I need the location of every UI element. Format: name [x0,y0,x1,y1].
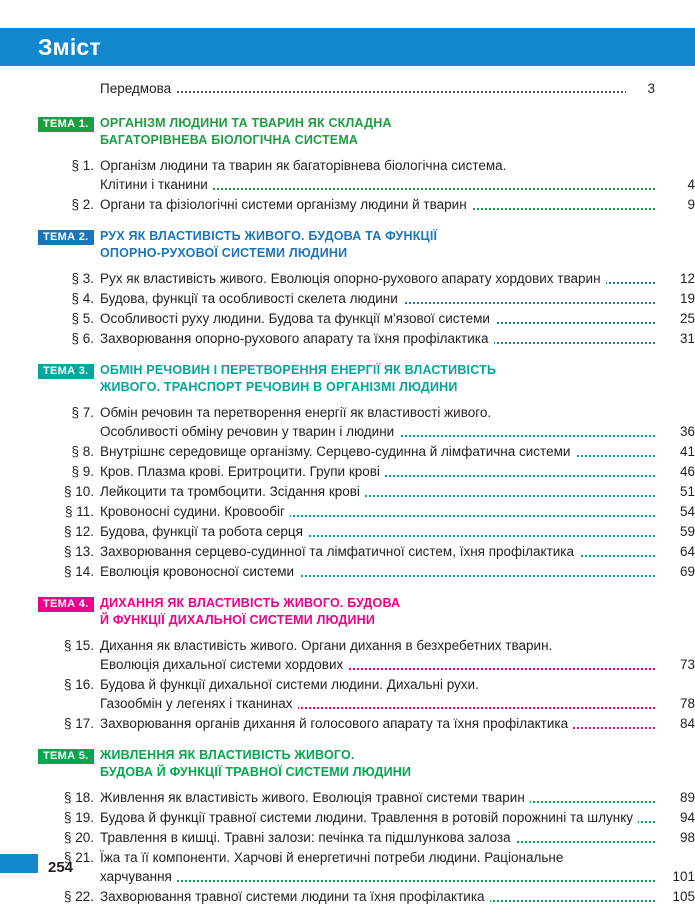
toc-entry-line [100,482,695,501]
toc-entry-lines [100,269,695,288]
toc-entry-line [100,887,695,906]
theme-title [100,362,695,396]
toc-entry-text: Лейкоцити та тромбоцити. Зсідання крові [100,484,365,499]
toc-entry-text: Еволюція кровоносної системи [100,564,299,579]
toc-entry-lines [100,482,695,501]
toc-entry-lines [100,195,695,214]
toc-entry-page-number: 41 [659,442,695,461]
toc-entry-lines [100,462,695,481]
toc-entry-line [100,195,695,214]
theme-header [0,362,695,396]
preface-page-number: 3 [626,81,655,96]
toc-entry-line [100,562,695,581]
toc-entry-page-number: 54 [659,502,695,521]
theme-title-line: ЖИВЛЕННЯ ЯК ВЛАСТИВІСТЬ ЖИВОГО. [100,748,355,762]
toc-entry-number: § 7. [71,405,94,420]
theme-entries [0,156,695,214]
toc-entry-text: Будова, функції та робота серця [100,524,308,539]
theme-title [100,228,695,262]
toc-entry-text: Захворювання органів дихання й голосового апарату та їхня профілактика [100,716,573,731]
theme-title-line: ДИХАННЯ ЯК ВЛАСТИВІСТЬ ЖИВОГО. БУДОВА [100,596,401,610]
toc-entry-line [100,175,695,194]
theme-title-line: ОПОРНО-РУХОВОЇ СИСТЕМИ ЛЮДИНИ [100,246,348,260]
footer-bar [0,854,38,873]
theme-entries [0,269,695,348]
toc-entry-lines [100,442,695,461]
toc-entry-page-number: 12 [659,269,695,288]
toc-entry[interactable] [0,502,695,521]
toc-entry-number: § 4. [71,291,94,306]
theme-badge: ТЕМА 1. [38,117,94,132]
toc-entry-text: Захворювання опорно-рухового апарату та їхня профілактика [100,331,494,346]
toc-entry[interactable] [0,442,695,461]
toc-entry-text: Їжа та її компоненти. Харчові й енергетичні потреби людини. Раціональне [100,850,568,865]
toc-entry[interactable] [0,309,695,328]
toc-entry-number: § 20. [63,830,94,845]
theme-header [0,595,695,629]
toc-entry-preface[interactable] [0,78,695,102]
toc-entry-line [100,655,695,674]
toc-entry-line [100,462,695,481]
toc-entry-number: § 21. [63,850,94,865]
theme-title-line: БУДОВА Й ФУНКЦІЇ ТРАВНОЇ СИСТЕМИ ЛЮДИНИ [100,765,412,779]
theme-badge: ТЕМА 3. [38,364,94,379]
toc-entry-lines [100,848,695,886]
toc-entry-text: Кровоносні судини. Кровообіг [100,504,290,519]
toc-entry-number: § 1. [71,158,94,173]
preface-label: Передмова [100,81,177,96]
toc-entry-lines [100,562,695,581]
toc-entry-page-number: 59 [659,522,695,541]
theme-badge: ТЕМА 5. [38,749,94,764]
toc-entry-line [100,502,695,521]
toc-entry[interactable] [0,289,695,308]
toc-entry-number: § 2. [71,197,94,212]
toc-entry-page-number: 64 [659,542,695,561]
toc-entry-number: § 12. [63,524,94,539]
toc-entry[interactable] [0,482,695,501]
toc-entry[interactable] [0,808,695,827]
toc-entry-line [100,636,655,655]
toc-entry-number: § 17. [63,716,94,731]
toc-entry-number: § 10. [63,484,94,499]
toc-entry-page-number: 94 [659,808,695,827]
toc-entry-line [100,808,695,827]
toc-entry-text: Будова й функції дихальної системи людини. Дихальні рухи. [100,677,484,692]
toc-entry-page-number: 51 [659,482,695,501]
toc-entry[interactable] [0,887,695,906]
toc-entry-lines [100,808,695,827]
toc-entry-number: § 13. [63,544,94,559]
toc-entry[interactable] [0,848,695,886]
toc-entry-page-number: 9 [659,195,695,214]
theme-header [0,228,695,262]
toc-entry-text: Еволюція дихальної системи хордових [100,657,348,672]
toc-entry-line [100,714,695,733]
toc-entry-number: § 8. [71,444,94,459]
toc-entry-text: Захворювання травної системи людини та їхня профілактика [100,889,490,904]
toc-entry-lines [100,542,695,561]
toc-entry[interactable] [0,522,695,541]
toc-entry-number: § 11. [64,504,94,519]
toc-entry-line [100,542,695,561]
toc-entry-page-number: 78 [659,694,695,713]
toc-entry-line [100,309,695,328]
toc-entry-text: Клітини і тканини [100,177,213,192]
toc-entry-number: § 15. [63,638,94,653]
theme-block [0,595,695,733]
theme-block [0,115,695,214]
toc-entry-text: Газообмін у легенях і тканинах [100,696,298,711]
toc-entry-number: § 14. [63,564,94,579]
toc-entry[interactable] [0,788,695,807]
toc-entry-text: Організм людини та тварин як багаторівнева біологічна система. [100,158,511,173]
toc-entry-line [100,694,695,713]
toc-entry-lines [100,156,695,194]
toc-entry-text: харчування [100,869,177,884]
toc-entry-text: Обмін речовин та перетворення енергії як властивості живого. [100,405,496,420]
footer-page-number: 254 [48,859,74,876]
toc-entry-line [100,442,695,461]
toc-entry-number: § 5. [71,311,94,326]
toc-entry-lines [100,309,695,328]
toc-entry-lines [100,714,695,733]
toc-entry-line [100,828,695,847]
theme-title-line: ОБМІН РЕЧОВИН І ПЕРЕТВОРЕННЯ ЕНЕРГІЇ ЯК ВЛАСТИВІСТЬ [100,363,497,377]
leader-dots [100,880,655,882]
theme-title-line: ОРГАНІЗМ ЛЮДИНИ ТА ТВАРИН ЯК СКЛАДНА [100,116,392,130]
theme-entries [0,403,695,581]
toc-entry-page-number: 69 [659,562,695,581]
toc-entry-number: § 3. [71,271,94,286]
page-title: Зміст [38,34,101,60]
toc-entry-page-number: 4 [659,175,695,194]
toc-entry-number: § 19. [63,810,94,825]
toc-entry-page-number: 105 [659,887,695,906]
theme-title [100,595,695,629]
toc-entry-lines [100,329,695,348]
toc-entry-lines [100,636,695,674]
toc-content [0,78,695,920]
toc-entry-text: Будова й функції травної системи людини. Травлення в ротовій порожнині та шлунку [100,810,638,825]
toc-entry-number: § 22. [63,889,94,904]
toc-entry[interactable] [0,828,695,847]
toc-entry-line [100,522,695,541]
toc-entry-text: Особливості обміну речовин у тварин і людини [100,424,399,439]
theme-title [100,747,695,781]
toc-entry-text: Кров. Плазма крові. Еритроцити. Групи крові [100,464,385,479]
theme-block [0,747,695,906]
toc-entry-line [100,329,695,348]
toc-entry-line [100,675,655,694]
theme-header [0,115,695,149]
toc-entry-line [100,269,695,288]
themes-list [0,115,695,906]
toc-entry-text: Органи та фізіологічні системи організму людини й тварин [100,197,472,212]
toc-entry-text: Рух як властивість живого. Еволюція опорно-рухового апарату хордових тварин [100,271,606,286]
toc-entry-text: Захворювання серцево-судинної та лімфатичної систем, їхня профілактика [100,544,579,559]
theme-title-line: Й ФУНКЦІЇ ДИХАЛЬНОЇ СИСТЕМИ ЛЮДИНИ [100,613,376,627]
theme-block [0,228,695,348]
toc-entry-lines [100,522,695,541]
toc-entry[interactable] [0,714,695,733]
toc-entry-page-number: 101 [659,867,695,886]
toc-entry-line [100,422,695,441]
theme-entries [0,788,695,906]
toc-entry[interactable] [0,462,695,481]
toc-entry-text: Дихання як властивість живого. Органи дихання в безхребетних тварин. [100,638,557,653]
toc-entry-number: § 16. [63,677,94,692]
toc-entry-line [100,289,695,308]
toc-entry-lines [100,289,695,308]
toc-entry-page-number: 84 [659,714,695,733]
toc-entry[interactable] [0,403,695,441]
leader-dots [100,91,655,93]
theme-title-line: БАГАТОРІВНЕВА БІОЛОГІЧНА СИСТЕМА [100,133,359,147]
header-bar [0,28,695,66]
toc-entry-lines [100,675,695,713]
toc-entry-text: Будова, функції та особливості скелета людини [100,291,403,306]
toc-entry-page-number: 98 [659,828,695,847]
toc-entry[interactable] [0,675,695,713]
toc-entry[interactable] [0,636,695,674]
toc-entry-page-number: 36 [659,422,695,441]
toc-entry-page-number: 46 [659,462,695,481]
toc-entry-text: Особливості руху людини. Будова та функції м'язової системи [100,311,495,326]
theme-title-line: РУХ ЯК ВЛАСТИВІСТЬ ЖИВОГО. БУДОВА ТА ФУНКЦІЇ [100,229,438,243]
theme-badge: ТЕМА 2. [38,230,94,245]
toc-entry-line [100,788,695,807]
theme-badge: ТЕМА 4. [38,597,94,612]
toc-entry-line [100,867,695,886]
toc-entry-page-number: 31 [659,329,695,348]
theme-title [100,115,695,149]
toc-entry[interactable] [0,195,695,214]
toc-entry-page-number: 89 [659,788,695,807]
toc-entry-number: § 6. [71,331,94,346]
toc-entry[interactable] [0,269,695,288]
toc-entry[interactable] [0,542,695,561]
toc-entry-lines [100,828,695,847]
toc-entry-text: Травлення в кишці. Травні залози: печінка та підшлункова залоза [100,830,516,845]
toc-entry-page-number: 73 [659,655,695,674]
toc-entry-line [100,403,655,422]
theme-title-line: ЖИВОГО. ТРАНСПОРТ РЕЧОВИН В ОРГАНІЗМІ ЛЮДИНИ [100,380,458,394]
toc-entry-page-number: 25 [659,309,695,328]
toc-entry-lines [100,788,695,807]
toc-entry[interactable] [0,329,695,348]
toc-entry[interactable] [0,562,695,581]
toc-entry-lines [100,403,695,441]
toc-entry[interactable] [0,156,695,194]
theme-block [0,362,695,581]
toc-entry-text: Живлення як властивість живого. Еволюція травної системи тварин [100,790,530,805]
toc-entry-number: § 9. [71,464,94,479]
toc-entry-line [100,848,655,867]
toc-entry-number: § 18. [63,790,94,805]
toc-entry-page-number: 19 [659,289,695,308]
theme-header [0,747,695,781]
toc-entry-lines [100,502,695,521]
toc-entry-lines [100,887,695,906]
toc-entry-line [100,156,655,175]
theme-entries [0,636,695,733]
toc-entry-text: Внутрішнє середовище організму. Серцево-судинна й лімфатична системи [100,444,575,459]
